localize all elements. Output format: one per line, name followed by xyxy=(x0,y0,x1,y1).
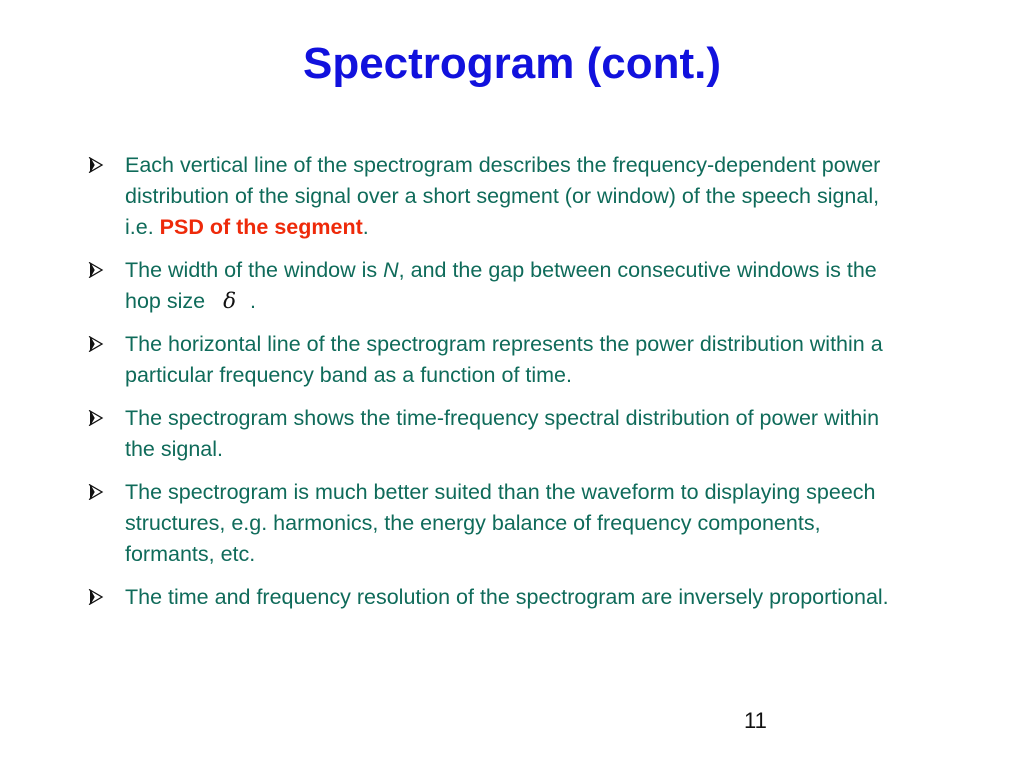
bullet-item-5 xyxy=(88,477,908,570)
variable-n: N xyxy=(383,258,399,282)
bullet-text: The horizontal line of the spectrogram represents the power distribution within a particular frequency band as a function of time. xyxy=(125,332,883,387)
bullet-item-4 xyxy=(88,403,908,465)
slide-title: Spectrogram (cont.) xyxy=(302,39,722,88)
arrow-bullet-icon xyxy=(88,477,106,508)
arrow-bullet-icon xyxy=(88,582,106,613)
bullet-text-end: . xyxy=(250,289,257,313)
delta-symbol: δ xyxy=(223,289,237,314)
bullet-text: The spectrogram is much better suited than the waveform to displaying speech structures, e.g. harmonics, the energy balance of frequency components, formants, etc. xyxy=(125,480,876,566)
bullet-list xyxy=(88,150,908,625)
bullet-item-3 xyxy=(88,329,908,391)
arrow-bullet-icon xyxy=(88,403,106,434)
highlight-text: PSD of the segment xyxy=(159,215,363,239)
page-number: 11 xyxy=(744,708,767,733)
bullet-text-mid: , and the gap between consecutive windows is the hop size xyxy=(125,258,877,313)
bullet-item-2 xyxy=(88,255,908,317)
bullet-item-6 xyxy=(88,582,908,613)
arrow-bullet-icon xyxy=(88,255,106,286)
bullet-text: The spectrogram shows the time-frequency spectral distribution of power within the signal. xyxy=(125,406,880,461)
arrow-bullet-icon xyxy=(88,150,106,181)
bullet-text: The time and frequency resolution of the spectrogram are inversely proportional. xyxy=(125,585,889,609)
bullet-text: The width of the window is xyxy=(125,258,384,282)
bullet-text: Each vertical line of the spectrogram describes the frequency-dependent power distribution of the signal over a short segment (or window) of the speech signal, i.e. xyxy=(125,153,881,239)
bullet-item-1 xyxy=(88,150,908,243)
bullet-text-end: . xyxy=(362,215,369,239)
arrow-bullet-icon xyxy=(88,329,106,360)
